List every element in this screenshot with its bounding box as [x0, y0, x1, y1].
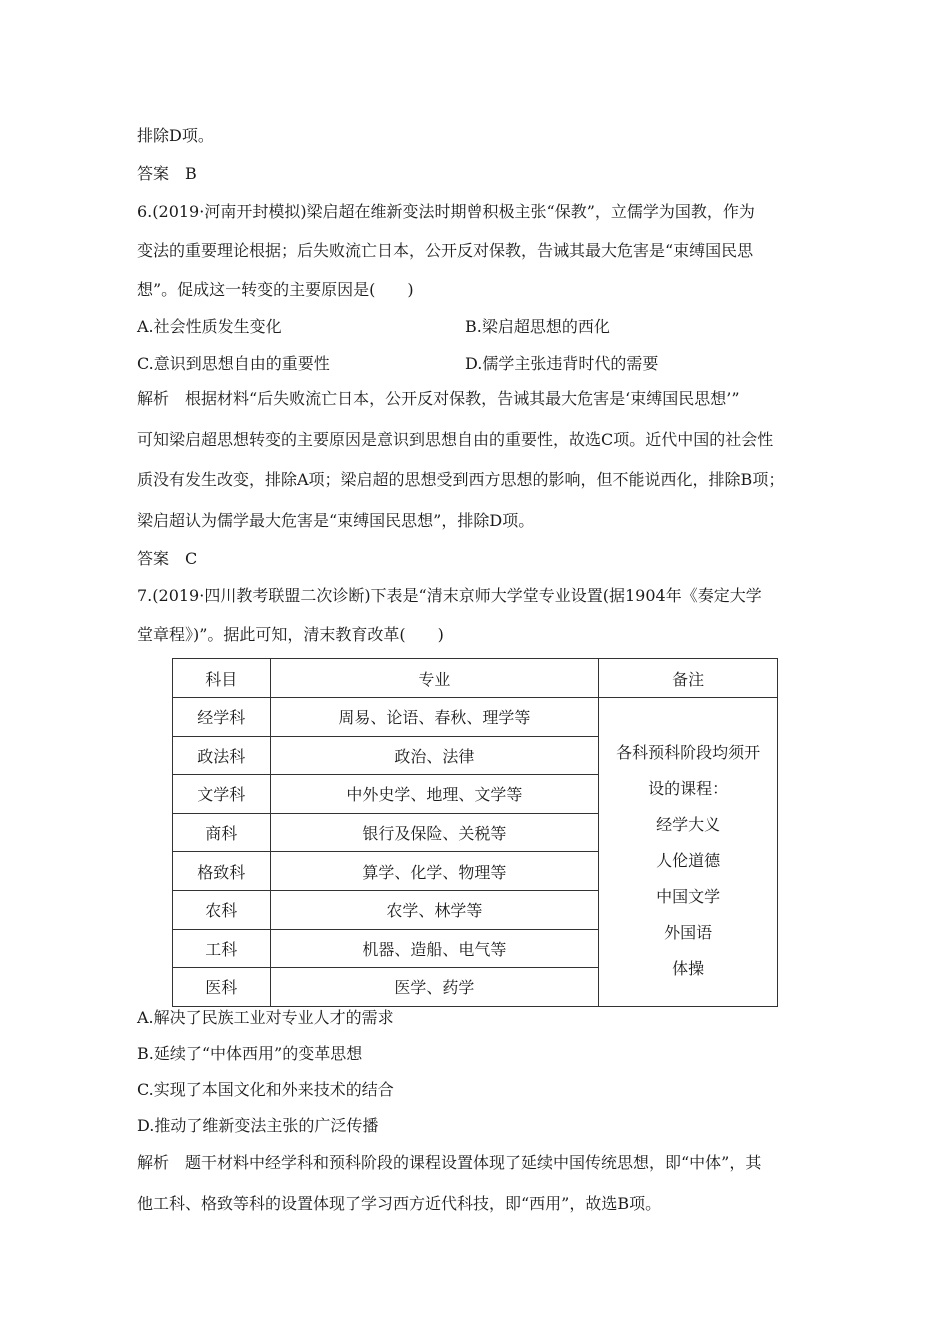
table-header-row: [173, 659, 778, 698]
cell-major: 政治、法律: [270, 736, 599, 775]
cell-major: 农学、林学等: [270, 890, 599, 929]
note-line: 各科预科阶段均须开: [616, 742, 761, 762]
cell-subject: 医科: [173, 968, 271, 1007]
note-line: 经学大义: [656, 814, 721, 834]
header-major: 专业: [270, 659, 599, 698]
q7-option-d: D.推动了维新变法主张的广泛传播: [137, 1116, 379, 1135]
q6-option-a: A.社会性质发生变化: [137, 317, 282, 336]
cell-major: 算学、化学、物理等: [270, 852, 599, 891]
q6-analysis-line-4: 梁启超认为儒学最大危害是“束缚国民思想”，排除D项。: [137, 511, 535, 530]
q6-option-c: C.意识到思想自由的重要性: [137, 354, 330, 373]
cell-subject: 农科: [173, 890, 271, 929]
table-row: [173, 698, 778, 737]
q6-analysis-line-2: 可知梁启超思想转变的主要原因是意识到思想自由的重要性，故选C项。近代中国的社会性: [137, 430, 774, 449]
q6-option-d: D.儒学主张违背时代的需要: [465, 354, 659, 373]
q6-stem-line-2: 变法的重要理论根据；后失败流亡日本，公开反对保教，告诫其最大危害是“束缚国民思: [137, 241, 754, 260]
cell-subject: 经学科: [173, 698, 271, 737]
q7-option-b: B.延续了“中体西用”的变革思想: [137, 1044, 363, 1063]
cell-major: 机器、造船、电气等: [270, 929, 599, 968]
q6-answer: 答案 C: [137, 549, 198, 568]
cell-subject: 工科: [173, 929, 271, 968]
q7-stem-line-1: 7.(2019·四川教考联盟二次诊断)下表是“清末京师大学堂专业设置(据1904年《奏定大学: [137, 586, 762, 605]
q6-analysis-line-1: 解析 根据材料“后失败流亡日本，公开反对保教，告诫其最大危害是‘束缚国民思想’”: [137, 389, 740, 408]
q6-stem-line-3: 想”。促成这一转变的主要原因是( ): [137, 280, 414, 299]
prev-answer: 答案 B: [137, 164, 197, 183]
q7-option-a: A.解决了民族工业对专业人才的需求: [137, 1008, 394, 1027]
note-line: 体操: [672, 958, 705, 978]
cell-subject: 文学科: [173, 775, 271, 814]
note-line: 人伦道德: [656, 850, 721, 870]
note-line: 外国语: [664, 922, 713, 942]
header-note: 备注: [599, 659, 778, 698]
cell-subject: 格致科: [173, 852, 271, 891]
cell-major: 中外史学、地理、文学等: [270, 775, 599, 814]
q7-analysis-line-1: 解析 题干材料中经学科和预科阶段的课程设置体现了延续中国传统思想，即“中体”，其: [137, 1153, 762, 1172]
cell-subject: 商科: [173, 813, 271, 852]
q6-stem-line-1: 6.(2019·河南开封模拟)梁启超在维新变法时期曾积极主张“保教”，立儒学为国教，作为: [137, 202, 755, 221]
q6-analysis-line-3: 质没有发生改变，排除A项；梁启超的思想受到西方思想的影响，但不能说西化，排除B项；: [137, 470, 785, 489]
cell-subject: 政法科: [173, 736, 271, 775]
note-line: 设的课程：: [648, 778, 729, 798]
cell-major: 周易、论语、春秋、理学等: [270, 698, 599, 737]
q7-analysis-line-2: 他工科、格致等科的设置体现了学习西方近代科技，即“西用”，故选B项。: [137, 1194, 662, 1213]
cell-major: 银行及保险、关税等: [270, 813, 599, 852]
prev-question-tail: 排除D项。: [137, 126, 214, 145]
note-line: 中国文学: [656, 886, 721, 906]
q7-stem-line-2: 堂章程》)”。据此可知，清末教育改革( ): [137, 625, 444, 644]
cell-major: 医学、药学: [270, 968, 599, 1007]
q6-option-b: B.梁启超思想的西化: [465, 317, 610, 336]
curriculum-table: [172, 658, 778, 1007]
note-cell: [599, 698, 778, 1007]
header-subject: 科目: [173, 659, 271, 698]
q7-option-c: C.实现了本国文化和外来技术的结合: [137, 1080, 394, 1099]
